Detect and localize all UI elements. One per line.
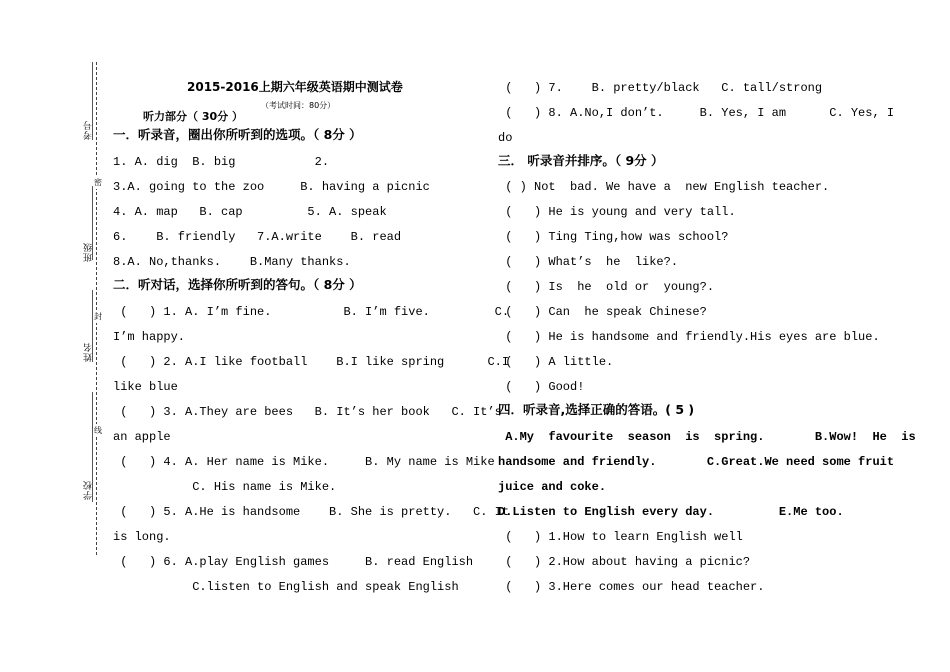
school-label: 学校 xyxy=(84,480,94,500)
section-2-line: ( ) 8. A.No,I don’t. B. Yes, I am C. Yes, I xyxy=(498,106,895,120)
section-2-line: ( ) 4. A. Her name is Mike. B. My name is Mike xyxy=(113,455,495,469)
section-2-line: do xyxy=(498,131,513,145)
section-2-line: like blue xyxy=(113,380,178,394)
section-4-option-line: handsome and friendly. C.Great.We need some fruit xyxy=(498,455,895,469)
fold-line xyxy=(96,62,97,555)
section-3-line: ( ) He is young and very tall. xyxy=(498,205,736,219)
section-3-line: ( ) Ting Ting,how was school? xyxy=(498,230,729,244)
section-3-line: ( ) He is handsome and friendly.His eyes are blue. xyxy=(498,330,880,344)
exam-number-blank xyxy=(92,62,93,140)
section-3-line: ( ) Is he old or young?. xyxy=(498,280,715,294)
section-2-line: C.listen to English and speak English xyxy=(113,580,459,594)
seal-xian: 线 xyxy=(94,426,102,435)
exam-time: （考试时间：80分） xyxy=(261,101,336,110)
binding-margin xyxy=(0,0,110,672)
name-blank xyxy=(92,290,93,362)
name-label: 姓名 xyxy=(84,342,94,362)
section-2-line: I’m happy. xyxy=(113,330,186,344)
section-1-line: 8.A. No,thanks. B.Many thanks. xyxy=(113,255,351,269)
seal-mi: 密 xyxy=(94,178,102,187)
section-1-line: 3.A. going to the zoo B. having a picnic xyxy=(113,180,430,194)
section-2-line: an apple xyxy=(113,430,171,444)
section-4-option-line: D.Listen to English every day. E.Me too. xyxy=(498,505,844,519)
section-4-line: ( ) 3.Here comes our head teacher. xyxy=(498,580,765,594)
section-3-line: ( ) Not bad. We have a new English teacher. xyxy=(498,180,830,194)
section-2-line: is long. xyxy=(113,530,171,544)
section-2-heading: 二．听对话，选择你所听到的答句。（ 8分 ） xyxy=(113,277,362,292)
section-1-heading: 一．听录音，圈出你所听到的选项。（ 8分 ） xyxy=(113,127,362,142)
class-label: 班级 xyxy=(84,242,94,262)
section-4-option-line: A.My favourite season is spring. B.Wow! He is xyxy=(498,430,916,444)
section-3-line: ( ) What’s he like?. xyxy=(498,255,679,269)
class-blank xyxy=(92,186,93,260)
section-3-heading: 三． 听录音并排序。（ 9分 ） xyxy=(498,153,664,168)
section-2-line: C. His name is Mike. xyxy=(113,480,337,494)
section-2-line: ( ) 7. B. pretty/black C. tall/strong xyxy=(498,81,823,95)
section-1-line: 4. A. map B. cap 5. A. speak xyxy=(113,205,387,219)
section-4-line: ( ) 2.How about having a picnic? xyxy=(498,555,751,569)
section-2-line: ( ) 2. A.I like football B.I like spring C.I xyxy=(113,355,510,369)
section-2-line: ( ) 6. A.play English games B. read English xyxy=(113,555,474,569)
section-1-line: 1. A. dig B. big 2. xyxy=(113,155,330,169)
page-title: 2015-2016上期六年级英语期中测试卷 xyxy=(187,80,403,94)
school-blank xyxy=(92,392,93,502)
exam-number-label: 考号 xyxy=(84,120,94,140)
section-3-line: ( ) Can he speak Chinese? xyxy=(498,305,707,319)
section-4-heading: 四．听录音,选择正确的答语。( 5 ) xyxy=(498,402,695,417)
section-2-line: ( ) 5. A.He is handsome B. She is pretty. C. It xyxy=(113,505,510,519)
section-2-line: ( ) 1. A. I’m fine. B. I’m five. C. xyxy=(113,305,510,319)
section-4-option-line: juice and coke. xyxy=(498,480,607,494)
section-3-line: ( ) Good! xyxy=(498,380,585,394)
section-2-line: ( ) 3. A.They are bees B. It’s her book C. It’s xyxy=(113,405,502,419)
section-3-line: ( ) A little. xyxy=(498,355,614,369)
listening-part-label: 听力部分（ 30分 ） xyxy=(143,110,243,123)
section-4-line: ( ) 1.How to learn English well xyxy=(498,530,743,544)
seal-feng: 封 xyxy=(94,312,102,321)
section-1-line: 6. B. friendly 7.A.write B. read xyxy=(113,230,402,244)
